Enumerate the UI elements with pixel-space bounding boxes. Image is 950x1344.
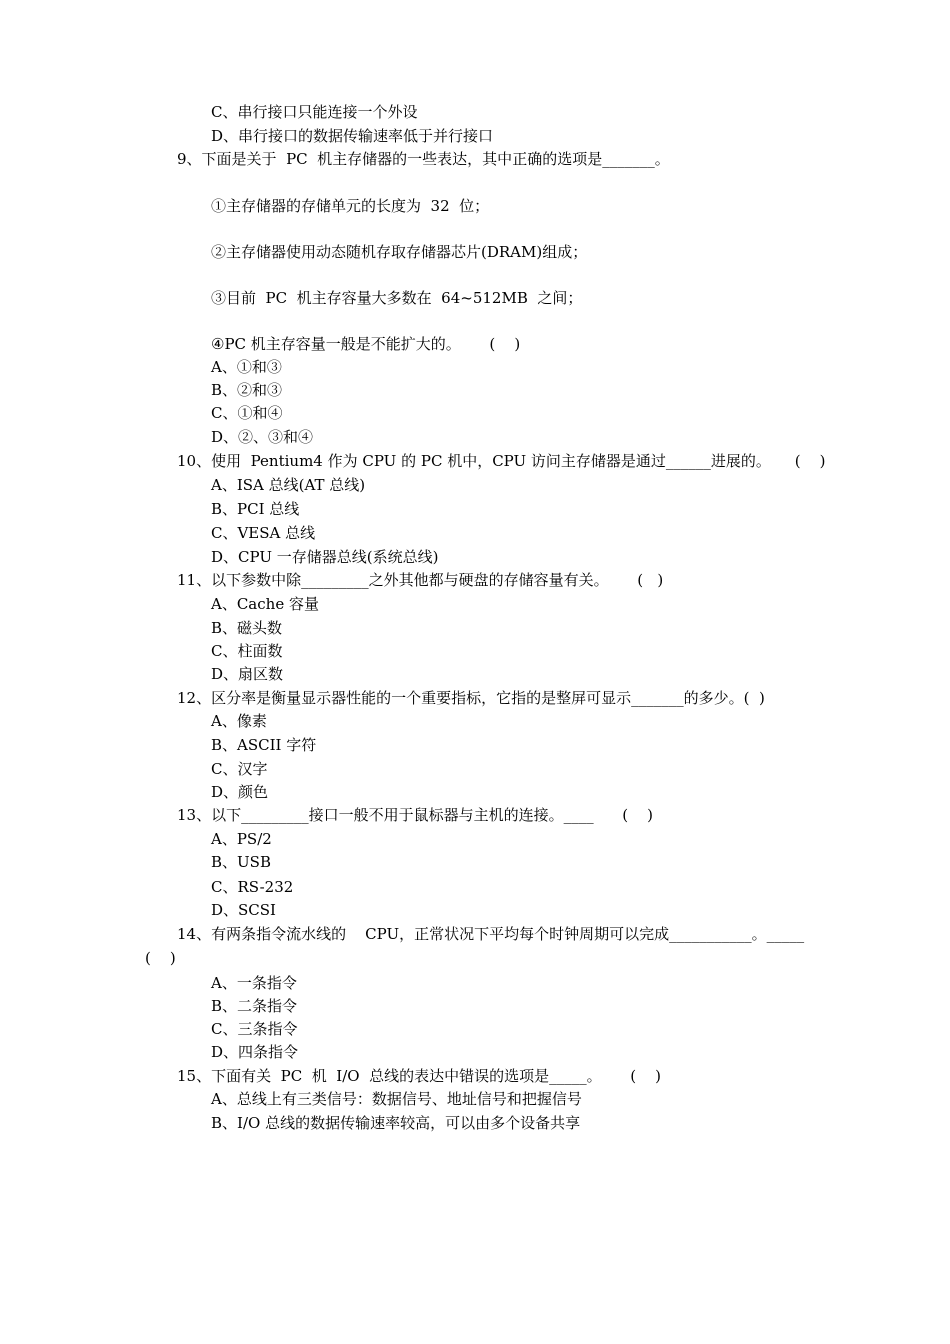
option-line: A、PS/2 (211, 830, 272, 848)
option-line: D、串行接口的数据传输速率低于并行接口 (211, 127, 494, 145)
option-line: D、颜色 (211, 783, 269, 801)
option-line: A、Cache 容量 (211, 595, 319, 613)
option-line: B、PCI 总线 (211, 500, 300, 518)
statement-line: ③目前 PC 机主存容量大多数在 64~512MB 之间； (211, 289, 583, 307)
option-line: B、二条指令 (211, 997, 298, 1015)
option-line: B、磁头数 (211, 619, 283, 637)
option-line: B、ASCII 字符 (211, 736, 317, 754)
option-line: A、像素 (211, 712, 267, 730)
option-line: C、VESA 总线 (211, 524, 316, 542)
question-line: 12、区分率是衡量显示器性能的一个重要指标，它指的是整屏可显示_______的多少。( ) (177, 689, 765, 707)
option-line: C、柱面数 (211, 642, 283, 660)
statement-line: ①主存储器的存储单元的长度为 32 位； (211, 197, 490, 215)
option-line: B、I/O 总线的数据传输速率较高，可以由多个设备共享 (211, 1114, 581, 1132)
option-line: A、总线上有三类信号：数据信号、地址信号和把握信号 (211, 1090, 582, 1108)
question-line: 14、有两条指令流水线的 CPU，正常状况下平均每个时钟周期可以完成___________。_____ (177, 925, 805, 943)
statement-line: ④PC 机主存容量一般是不能扩大的。 ( ) (211, 335, 521, 353)
option-line: C、①和④ (211, 404, 283, 422)
question-line: 11、以下参数中除_________之外其他都与硬盘的存储容量有关。 ( ) (177, 571, 664, 589)
option-line: D、②、③和④ (211, 428, 314, 446)
option-line: A、一条指令 (211, 974, 297, 992)
answer-bracket: ( ) (145, 949, 176, 967)
option-line: A、①和③ (211, 358, 282, 376)
option-line: B、②和③ (211, 381, 283, 399)
question-line: 9、下面是关于 PC 机主存储器的一些表达，其中正确的选项是_______。 (177, 150, 670, 168)
option-line: D、SCSI (211, 901, 276, 919)
option-line: B、USB (211, 853, 271, 871)
option-line: C、汉字 (211, 760, 268, 778)
option-line: D、扇区数 (211, 665, 284, 683)
statement-line: ②主存储器使用动态随机存取存储器芯片(DRAM)组成； (211, 243, 588, 261)
question-line: 13、以下_________接口一般不用于鼠标器与主机的连接。____ ( ) (177, 806, 653, 824)
option-line: C、串行接口只能连接一个外设 (211, 103, 418, 121)
option-line: C、三条指令 (211, 1020, 298, 1038)
question-line: 10、使用 Pentium4 作为 CPU 的 PC 机中，CPU 访问主存储器是通过______进展的。 ( ) (177, 452, 826, 470)
option-line: D、四条指令 (211, 1043, 299, 1061)
option-line: C、RS-232 (211, 878, 294, 896)
option-line: A、ISA 总线(AT 总线) (211, 476, 366, 494)
question-line: 15、下面有关 PC 机 I/O 总线的表达中错误的选项是_____。 ( ) (177, 1067, 661, 1085)
option-line: D、CPU 一存储器总线(系统总线) (211, 548, 439, 566)
